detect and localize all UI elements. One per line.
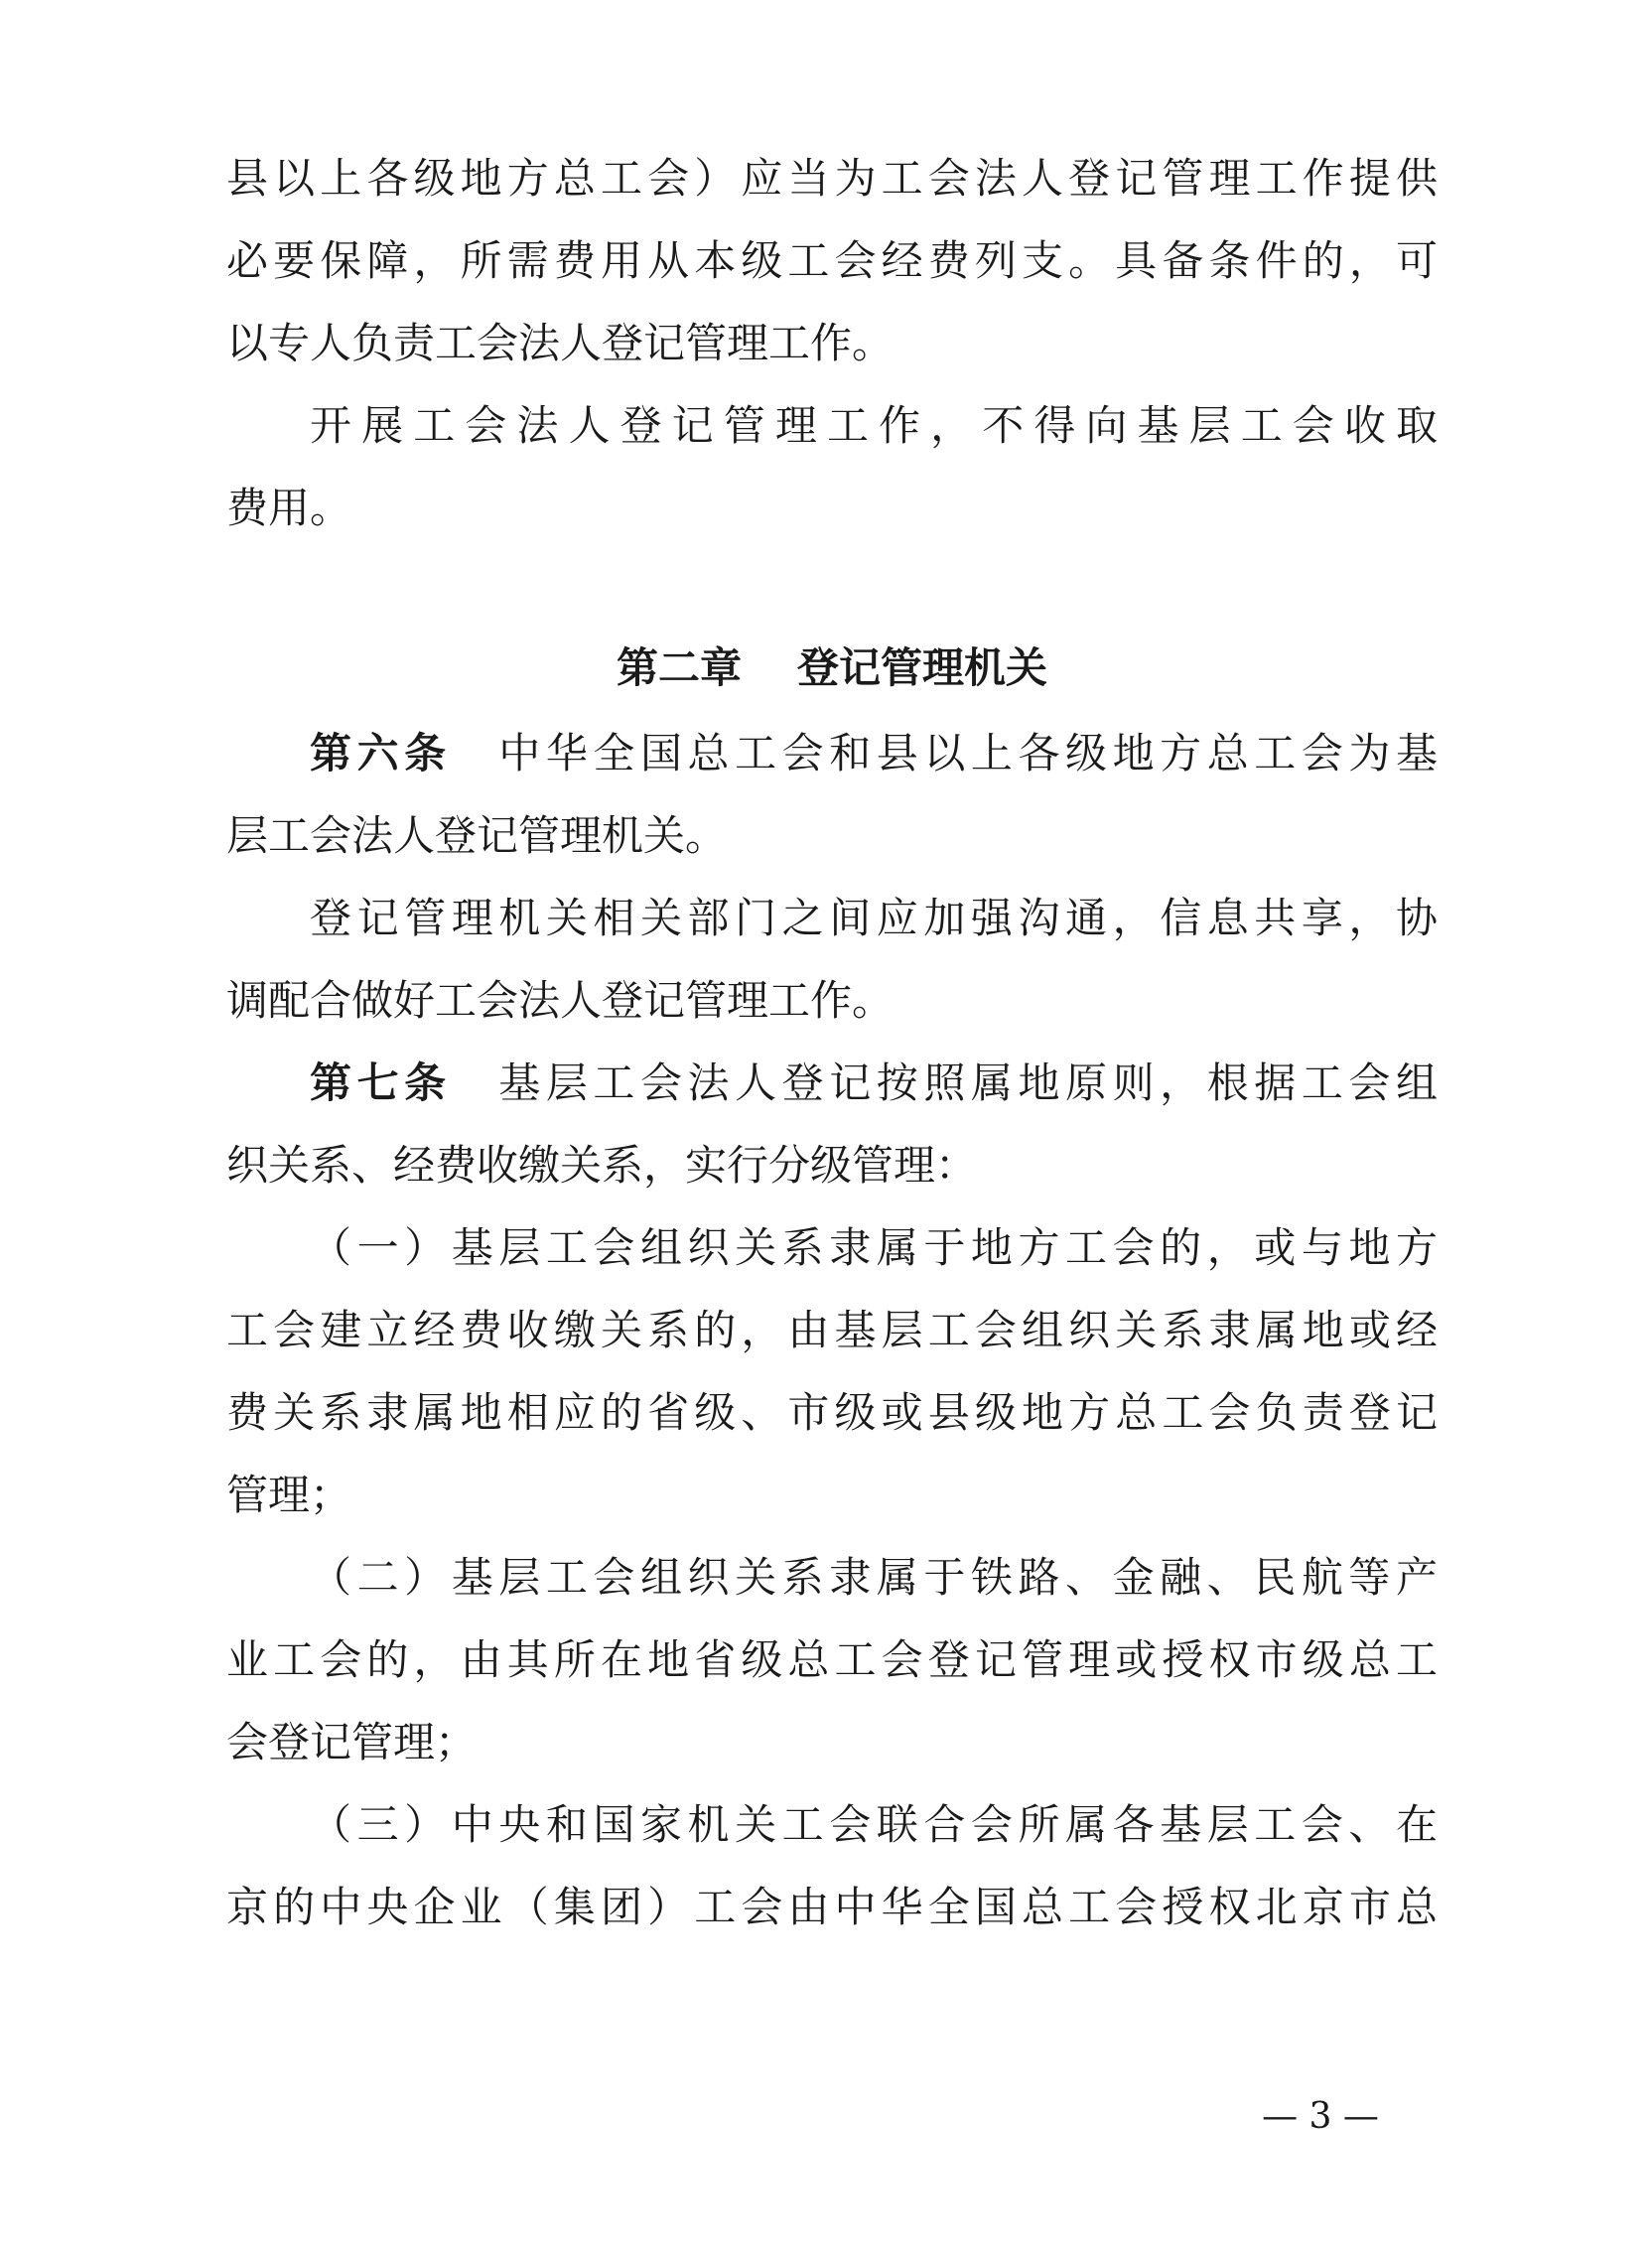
item-3-line-1: （三）中央和国家机关工会联合会所属各基层工会、在 <box>310 1800 1438 1849</box>
item-3-line-2: 京的中央企业（集团）工会由中华全国总工会授权北京市总 <box>226 1883 1438 1931</box>
article-7-line-2: 织关系、经费收缴关系，实行分级管理： <box>226 1141 978 1190</box>
article-6-text: 中华全国总工会和县以上各级地方总工会为基 <box>492 729 1438 777</box>
article-7-label: 第七条 <box>310 1058 452 1107</box>
item-1-line-3: 费关系隶属地相应的省级、市级或县级地方总工会负责登记 <box>226 1388 1438 1437</box>
article-6-line-1 <box>310 724 1438 783</box>
paragraph-2-line-1: 开展工会法人登记管理工作，不得向基层工会收取 <box>310 401 1438 450</box>
article-6-line-2: 层工会法人登记管理机关。 <box>226 811 728 860</box>
article-7-text: 基层工会法人登记按照属地原则，根据工会组 <box>492 1058 1438 1107</box>
article-6b-line-2: 调配合做好工会法人登记管理工作。 <box>226 976 895 1025</box>
item-1-line-2: 工会建立经费收缴关系的，由基层工会组织关系隶属地或经 <box>226 1306 1438 1354</box>
article-6b-line-1: 登记管理机关相关部门之间应加强沟通，信息共享，协 <box>310 894 1438 942</box>
item-1-line-1: （一）基层工会组织关系隶属于地方工会的，或与地方 <box>310 1223 1438 1272</box>
item-1-line-4: 管理； <box>226 1471 352 1519</box>
page-number: — 3 — <box>1262 2096 1379 2137</box>
item-2-line-2: 业工会的，由其所在地省级总工会登记管理或授权市级总工 <box>226 1635 1438 1684</box>
article-7-line-1 <box>310 1054 1438 1113</box>
chapter-heading <box>226 638 1438 698</box>
paragraph-1-line-2: 必要保障，所需费用从本级工会经费列支。具备条件的，可 <box>226 236 1438 285</box>
paragraph-1-line-1: 县以上各级地方总工会）应当为工会法人登记管理工作提供 <box>226 154 1438 203</box>
chapter-number: 第二章 <box>616 643 742 692</box>
item-2-line-3: 会登记管理； <box>226 1718 478 1766</box>
paragraph-1-line-3: 以专人负责工会法人登记管理工作。 <box>226 319 895 367</box>
paragraph-2-line-2: 费用。 <box>226 484 352 532</box>
article-6-label: 第六条 <box>310 729 452 777</box>
item-2-line-1: （二）基层工会组织关系隶属于铁路、金融、民航等产 <box>310 1553 1438 1602</box>
chapter-title: 登记管理机关 <box>797 643 1048 692</box>
